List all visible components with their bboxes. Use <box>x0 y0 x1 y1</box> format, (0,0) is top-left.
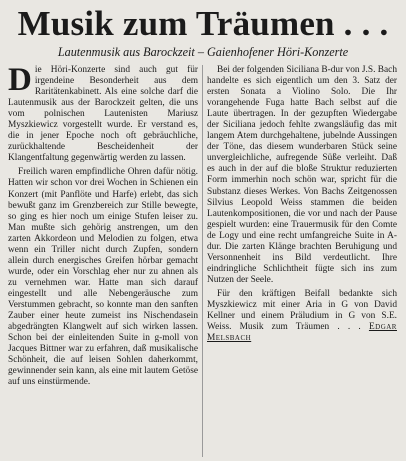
author-signature: Edgar Melsbach <box>207 322 397 344</box>
column-left <box>8 62 198 388</box>
paragraph-1-text: ie Höri-Konzerte sind auch gut für irgendeine Besonderheit aus dem Raritätenkabinett. Als eine solche darf die Lautenmusik aus der Barockzeit gelten, die uns vom polnischen Lautenisten Mariusz Myszkiewicz vorgestellt wurde. Er verstand es, die in jener Epoche noch oft gebräuchliche, zurückhaltende Bescheidenheit der Klangentfaltung gegenwärtig werden zu lassen. <box>8 65 198 164</box>
article-body <box>8 62 398 457</box>
drop-cap: D <box>8 62 32 98</box>
column-divider <box>202 65 203 457</box>
paragraph-2: Freilich waren empfindliche Ohren dafür nötig. Hatten wir schon vor drei Wochen in Schienen ein Konzert (mit Panflöte und Harfe) erlebt, das sich bewußt ganz im Grenzbereich zur Stille bewegte, so ging es hier noch um einige Stufen leiser zu. Man mußte sich gehörig anstrengen, um den zarten Akkordeon und Melodien zu folgen, etwa wenn ein Triller nicht durch Zupfen, sondern allein durch energisches Greifen hörbar gemacht wurde, oder ein Vorschlag eher nur zu ahnen als zu vernehmen war. Hatte man sich darauf eingestellt und alle Nebengeräusche zum Verstummen gebracht, so konnte man den sanften Zauber einer heute zumeist ins Nischendasein abgedrängten Klangwelt auf sich wirken lassen. Schon bei der einleitenden Suite in g-moll von Jacques Bittner war zu erfahren, daß musikalische Schönheit, die auf leisen Sohlen daherkommt, gewinnender sein kann, als eine mit lautem Getöse auf uns einstürmende. <box>8 167 198 388</box>
paragraph-4 <box>207 289 397 344</box>
paragraph-1 <box>8 62 198 164</box>
paragraph-3: Bei der folgenden Siciliana B-dur von J.S. Bach handelte es sich eigentlich um den 3. Satz der ersten Sonata a Violino Solo. Die Ihr vorangehende Fuga hatte Bach selbst auf die Laute übertragen. In der gezupften Wiedergabe der Siciliana jedoch fehlte zwangsläufig das mit langem Atem durchgehaltene, jubelnde Aussingen der Töne, das diesem wunderbaren Stück seine unvergleichliche, aufregende Süße verleiht. Daß es auch in der auf die bloße Struktur reduzierten Form immerhin noch schön war, spricht für die Substanz dieses Werkes. Von Bachs Zeitgenossen Silvius Leopold Weiss stammen die beiden Lautenkompositionen, die vor und nach der Pause gespielt wurden: eine Trauermusik für den Comte de Logy und eine recht umfangreiche Suite in A-dur. Die zarten Klänge brachten Beruhigung und Versonnenheit ins Bild verdeutlicht. Ihre eindringliche Schlichtheit fügte sich ins zum Nutzen der Seele. <box>207 65 397 285</box>
column-right <box>207 65 397 344</box>
article-headline: Musik zum Träumen . . . <box>17 4 389 43</box>
paragraph-4-text: Für den kräftigen Beifall bedankte sich Myszkiewicz mit einer Aria in G von David Kellner und einem Präludium in G von S.E. Weiss. Musik zum Träumen . . . <box>207 288 397 333</box>
article-subheadline: Lautenmusik aus Barockzeit – Gaienhofener Höri-Konzerte <box>57 45 349 59</box>
